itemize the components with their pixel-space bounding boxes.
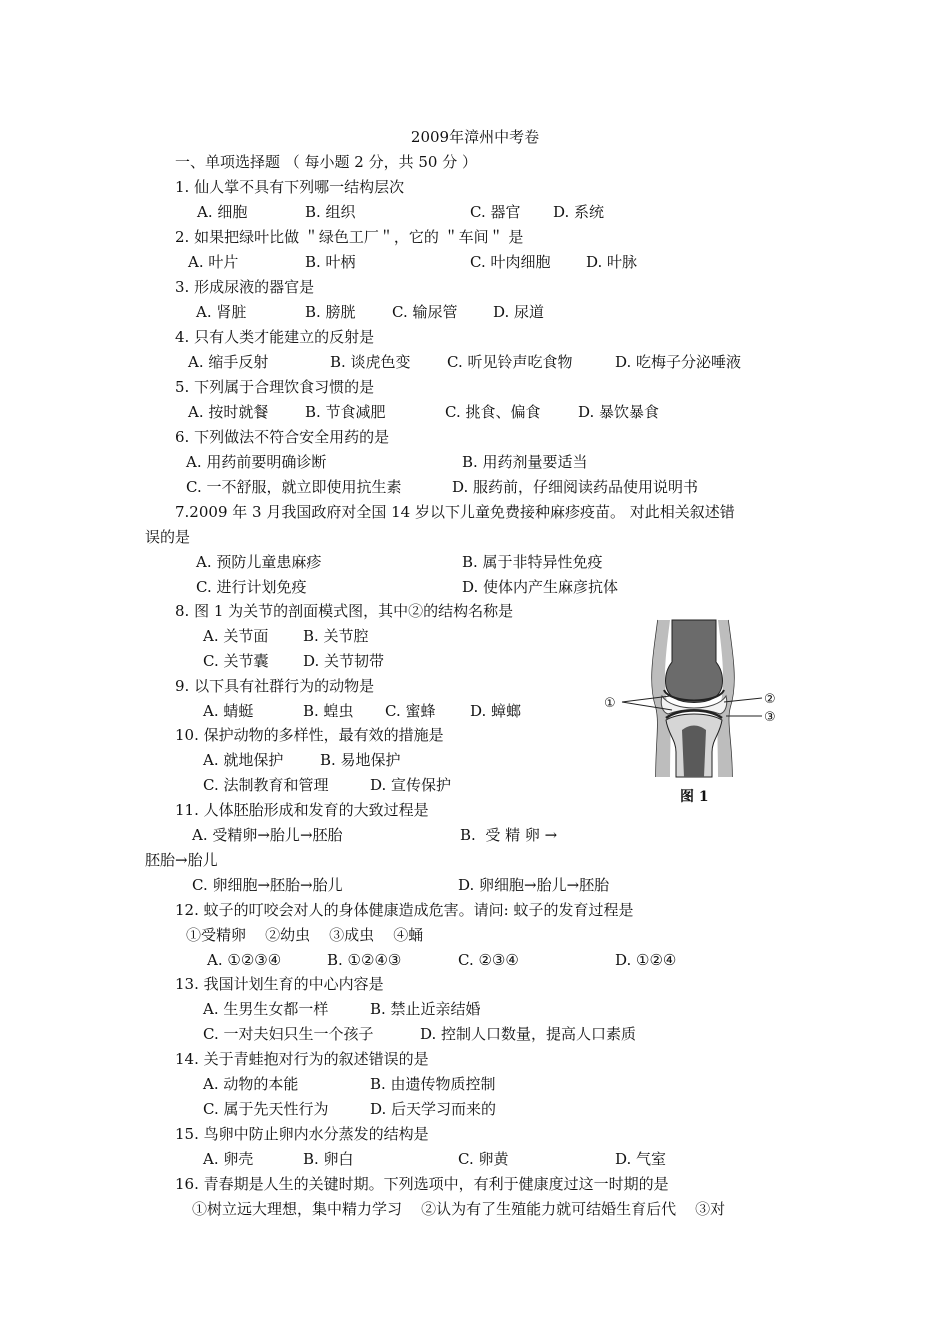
question-7-stem: 7.2009 年 3 月我国政府对全国 14 岁以下儿童免费接种麻疹疫苗。 对此相关叙述错 [175, 503, 735, 521]
q3-option-d: D. 尿道 [493, 303, 545, 321]
q6-option-a: A. 用药前要明确诊断 [186, 453, 327, 471]
q13-option-c: C. 一对夫妇只生一个孩子 [203, 1025, 374, 1043]
q9-option-b: B. 蝗虫 [303, 702, 354, 720]
question-11-stem: 11. 人体胚胎形成和发育的大致过程是 [175, 801, 429, 819]
q4-option-c: C. 听见铃声吃食物 [447, 353, 573, 371]
q12-option-c: C. ②③④ [458, 951, 519, 969]
q7-option-b: B. 属于非特异性免疫 [462, 553, 603, 571]
q10-option-a: A. 就地保护 [203, 751, 284, 769]
q7-option-c: C. 进行计划免疫 [196, 578, 307, 596]
q2-option-c: C. 叶肉细胞 [470, 253, 551, 271]
q14-option-a: A. 动物的本能 [203, 1075, 299, 1093]
q8-option-b: B. 关节腔 [303, 627, 369, 645]
q5-option-d: D. 暴饮暴食 [578, 403, 660, 421]
q3-option-c: C. 输尿管 [392, 303, 458, 321]
q1-option-c: C. 器官 [470, 203, 521, 221]
q12-option-a: A. ①②③④ [207, 951, 282, 969]
q11-option-d: D. 卵细胞→胎儿→胚胎 [458, 876, 610, 894]
q6-option-b: B. 用药剂量要适当 [462, 453, 588, 471]
q8-option-a: A. 关节面 [203, 627, 269, 645]
joint-illustration [622, 620, 762, 777]
q13-option-b: B. 禁止近亲结婚 [370, 1000, 481, 1018]
q15-option-b: B. 卵白 [303, 1150, 354, 1168]
q12-option-b: B. ①②④③ [327, 951, 402, 969]
q9-option-c: C. 蜜蜂 [385, 702, 436, 720]
question-6-stem: 6. 下列做法不符合安全用药的是 [175, 428, 390, 446]
q15-option-a: A. 卵壳 [203, 1150, 254, 1168]
section-heading: 一、单项选择题 （ 每小题 2 分，共 50 分 ） [175, 153, 478, 171]
q5-option-c: C. 挑食、偏食 [445, 403, 541, 421]
q16-items: ①树立远大理想，集中精力学习 ②认为有了生殖能力就可结婚生育后代 ③对 [192, 1200, 726, 1218]
q10-option-d: D. 宣传保护 [370, 776, 452, 794]
q5-option-a: A. 按时就餐 [188, 403, 269, 421]
q15-option-d: D. 气室 [615, 1150, 667, 1168]
question-14-stem: 14. 关于青蛙抱对行为的叙述错误的是 [175, 1050, 429, 1068]
q6-option-c: C. 一不舒服，就立即使用抗生素 [186, 478, 402, 496]
q10-option-c: C. 法制教育和管理 [203, 776, 329, 794]
question-8-stem: 8. 图 1 为关节的剖面模式图，其中②的结构名称是 [175, 602, 514, 620]
q1-option-a: A. 细胞 [197, 203, 248, 221]
question-5-stem: 5. 下列属于合理饮食习惯的是 [175, 378, 375, 396]
figure-label-2: ② [764, 692, 776, 707]
q2-option-b: B. 叶柄 [305, 253, 356, 271]
q3-option-a: A. 肾脏 [196, 303, 247, 321]
q9-option-d: D. 蟑螂 [470, 702, 522, 720]
q9-option-a: A. 蜻蜓 [203, 702, 254, 720]
q1-option-d: D. 系统 [553, 203, 605, 221]
q11-option-a: A. 受精卵→胎儿→胚胎 [192, 826, 343, 844]
figure-label-3: ③ [764, 710, 776, 725]
q13-option-d: D. 控制人口数量，提高人口素质 [420, 1025, 637, 1043]
joint-diagram-figure [600, 612, 800, 812]
q14-option-c: C. 属于先天性行为 [203, 1100, 329, 1118]
question-1-stem: 1. 仙人掌不具有下列哪一结构层次 [175, 178, 405, 196]
question-12-stem: 12. 蚊子的叮咬会对人的身体健康造成危害。请问: 蚊子的发育过程是 [175, 901, 634, 919]
q8-option-c: C. 关节囊 [203, 652, 269, 670]
q2-option-d: D. 叶脉 [586, 253, 638, 271]
q11-option-b-cont: 胚胎→胎儿 [145, 851, 218, 869]
q7-option-d: D. 使体内产生麻彦抗体 [462, 578, 619, 596]
question-9-stem: 9. 以下具有社群行为的动物是 [175, 677, 375, 695]
q1-option-b: B. 组织 [305, 203, 356, 221]
q11-option-c: C. 卵细胞→胚胎→胎儿 [192, 876, 343, 894]
q10-option-b: B. 易地保护 [320, 751, 401, 769]
figure-label-1: ① [604, 696, 616, 711]
q2-option-a: A. 叶片 [188, 253, 239, 271]
question-3-stem: 3. 形成尿液的器官是 [175, 278, 315, 296]
q14-option-d: D. 后天学习而来的 [370, 1100, 497, 1118]
question-4-stem: 4. 只有人类才能建立的反射是 [175, 328, 375, 346]
q12-items: ①受精卵 ②幼虫 ③成虫 ④蛹 [186, 926, 424, 944]
q4-option-d: D. 吃梅子分泌唾液 [615, 353, 742, 371]
q12-option-d: D. ①②④ [615, 951, 677, 969]
q14-option-b: B. 由遗传物质控制 [370, 1075, 496, 1093]
q15-option-c: C. 卵黄 [458, 1150, 509, 1168]
question-7-stem-cont: 误的是 [145, 528, 191, 546]
question-16-stem: 16. 青春期是人生的关键时期。下列选项中，有利于健康度过这一时期的是 [175, 1175, 669, 1193]
question-2-stem: 2. 如果把绿叶比做 ＂绿色工厂＂，它的 ＂车间＂ 是 [175, 228, 524, 246]
question-10-stem: 10. 保护动物的多样性，最有效的措施是 [175, 726, 444, 744]
q11-option-b: B. 受 精 卵 → [460, 826, 558, 844]
q6-option-d: D. 服药前，仔细阅读药品使用说明书 [452, 478, 699, 496]
question-13-stem: 13. 我国计划生育的中心内容是 [175, 975, 384, 993]
q3-option-b: B. 膀胱 [305, 303, 356, 321]
question-15-stem: 15. 鸟卵中防止卵内水分蒸发的结构是 [175, 1125, 429, 1143]
page-title: 2009年漳州中考卷 [410, 128, 540, 146]
q5-option-b: B. 节食减肥 [305, 403, 386, 421]
q4-option-b: B. 谈虎色变 [330, 353, 411, 371]
q7-option-a: A. 预防儿童患麻疹 [196, 553, 322, 571]
q13-option-a: A. 生男生女都一样 [203, 1000, 329, 1018]
figure-caption: 图 1 [680, 789, 709, 805]
q4-option-a: A. 缩手反射 [188, 353, 269, 371]
q8-option-d: D. 关节韧带 [303, 652, 385, 670]
